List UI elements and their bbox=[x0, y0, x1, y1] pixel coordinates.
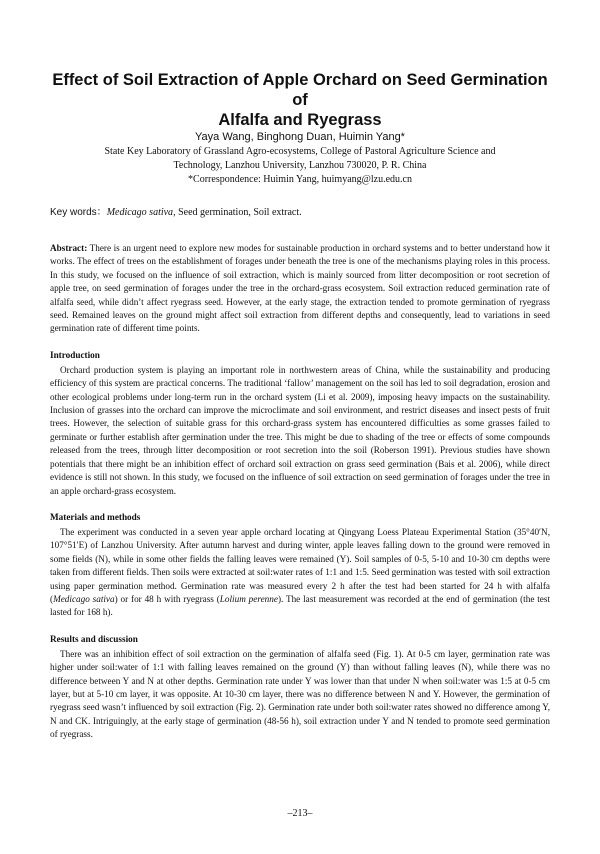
results-text: There was an inhibition effect of soil extraction on the germination of alfalfa seed (Fig. 1). At 0-5 cm layer, germination rate was higher under soil:water of 1:1 with falling leaves remained on the ground (Y) than without falling leaves (N), while there was no difference between Y and N at other depths. Germination rate under Y was lower than that under N when soil:water was 1:5 at 0-5 cm layer, but at 5-10 cm layer, it was opposite. At 10-30 cm layer, there was no difference between N and Y. However, the germination of ryegrass seed wasn’t influenced by soil extraction (Fig. 2). Germination rate under both soil:water rates showed no difference among Y, N and CK. Intriguingly, at the early stage of germination (48-56 h), soil extraction under Y and N tended to promote seed germination of ryegrass. bbox=[50, 648, 550, 740]
keywords-italic: Medicago sativa bbox=[106, 207, 174, 218]
page-number: –213– bbox=[287, 808, 313, 819]
keywords-label: Key words： bbox=[50, 207, 107, 218]
affiliation-line-1: State Key Laboratory of Grassland Agro-ecosystems, College of Pastoral Agriculture Science and bbox=[104, 146, 496, 157]
methods-species-1: Medicago sativa bbox=[53, 593, 115, 604]
methods-part-2: ) or for 48 h with ryegrass ( bbox=[114, 593, 220, 604]
correspondence: *Correspondence: Huimin Yang, huimyang@lzu.edu.cn bbox=[188, 174, 412, 185]
affiliation bbox=[50, 145, 550, 187]
methods-text bbox=[50, 526, 550, 620]
paper-title bbox=[50, 70, 550, 130]
abstract-label: Abstract: bbox=[50, 243, 88, 253]
methods-heading: Materials and methods bbox=[50, 511, 141, 522]
keywords-rest: , Seed germination, Soil extract. bbox=[173, 207, 302, 218]
keywords bbox=[50, 203, 550, 218]
affiliation-line-2: Technology, Lanzhou University, Lanzhou 730020, P. R. China bbox=[173, 160, 427, 171]
results-heading: Results and discussion bbox=[50, 633, 138, 644]
paper-page bbox=[50, 70, 550, 742]
abstract bbox=[50, 242, 550, 336]
authors: Yaya Wang, Binghong Duan, Huimin Yang* bbox=[195, 131, 405, 143]
introduction-text: Orchard production system is playing an important role in northwestern areas of China, while the sustainability and producing efficiency of this system are practical concerns. The traditional ‘fallow’ management on the soil has led to soil degradation, erosion and other ecological problems under long-term run in the orchard system (Li et al. 2009), imposing heavy impacts on the sustainability. Inclusion of grasses into the orchard can improve the microclimate and soil environment, and restrict diseases and insect pests of fruit trees. However, the selection of suitable grass for this orchard-grass system has encountered difficulties as some grasses failed to germinate or further establish after germination under the tree. This might be due to shading of the tree or effects of some compounds released from the trees, through litter decomposition or root secretion into the soil (Roberson 1991). Previous studies have shown potentials that there might be an inhibition effect of orchard soil extraction on grass seed germination (Bais et al. 2006), while direct evidence is still not shown. In this study, we focused on the influence of soil extraction on seed germination of forages under the tree in an apple orchard-grass ecosystem. bbox=[50, 364, 550, 496]
methods-part-3: ). The last measurement was recorded at the end of germination (the test lasted for 168 h). bbox=[50, 593, 551, 618]
title-line-1: Effect of Soil Extraction of Apple Orchard on Seed Germination of bbox=[52, 71, 548, 109]
methods-part-1: The experiment was conducted in a seven year apple orchard locating at Qingyang Loess Plateau Experimental Station (35°40′N, 107°51′E) of Lanzhou University. After autumn harvest and during winter, apple leaves falling down to the ground were removed in some fields (N), while in some other fields the falling leaves were remained (Y). Soil samples of 0-5, 5-10 and 10-30 cm depths were taken from different fields. Then soils were extracted at soil:water rates of 1:1 and 1:5. Seed germination was tested with soil extraction using paper germination method. Germination rate was measured every 2 h after the test had been started for 24 h with alfalfa ( bbox=[50, 526, 550, 604]
title-line-2: Alfalfa and Ryegrass bbox=[218, 111, 382, 129]
methods-species-2: Lolium perenne bbox=[219, 593, 278, 604]
introduction-heading: Introduction bbox=[50, 349, 100, 360]
abstract-text: There is an urgent need to explore new modes for sustainable production in orchard systems and to better understand how it works. The effect of trees on the establishment of forages under beneath the tree is one of the mechanisms playing roles in this process. In this study, we focused on the influence of soil extraction, which is mainly sourced from litter decomposition or root secretion of apple tree, on seed germination of forages under the tree in the orchard-grass ecosystem. Soil extraction reduced germination rate of alfalfa seed, while didn’t affect ryegrass seed. However, at the early stage, the extraction tended to promote germination of ryegrass seed. Remained leaves on the ground might affect soil extraction from different depths and consequently, lead to variations in seed germination rate of different time points. bbox=[50, 243, 550, 334]
